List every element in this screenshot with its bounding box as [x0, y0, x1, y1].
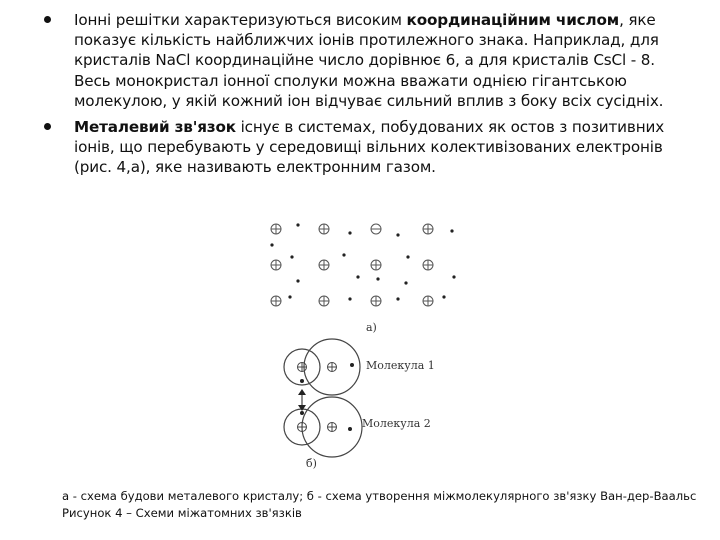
bullet-list — [40, 10, 680, 184]
molecule-1-label: Молекула 1 — [366, 359, 435, 372]
bullet-dot — [44, 123, 51, 130]
figure-bond-schemes — [258, 215, 458, 475]
bullet-term-coordination-number: координаційним числом — [406, 11, 620, 29]
caption-line-2: Рисунок 4 – Схеми міжатомних зв'язків — [62, 506, 302, 520]
bullet-text-pre: Іонні решітки характеризуються високим — [74, 11, 407, 29]
bullet-term-metallic-bond: Металевий зв'язок — [74, 118, 236, 137]
figure-label-a: а) — [366, 321, 377, 334]
caption-line-1: а - схема будови металевого кристалу; б - схема утворення міжмолекулярного зв'язку Ван-дер-Ваальс — [62, 489, 697, 503]
molecule-diagram — [284, 339, 362, 457]
bullet-text-post: існує в системах, побудованих як остов з позитивних іонів, що перебувають у середовищі вільних колективізованих електронів (рис. 4,а), яке називають електронним газом. — [74, 118, 665, 177]
bullet-dot — [44, 16, 51, 23]
bullet-metallic-bond — [40, 117, 680, 178]
figure-diagram — [258, 215, 458, 475]
positive-ion-icon — [271, 224, 281, 234]
molecule-2-label: Молекула 2 — [362, 417, 431, 430]
figure-label-b: б) — [306, 457, 317, 470]
bullet-ionic-lattice — [40, 10, 680, 111]
bullet-text-post: , яке показує кількість найближчих іонів протилежного знака. Наприклад, для кристалів NaCl координаційне число дорівнює 6, а для кристалів CsCl - 8. Весь монокристал іонної сполуки можна вважати однією гігантською молекулою, у якій кожний іон відчуває сильний вплив з боку всіх сусідніх. — [74, 11, 664, 110]
figure-caption — [62, 488, 696, 522]
